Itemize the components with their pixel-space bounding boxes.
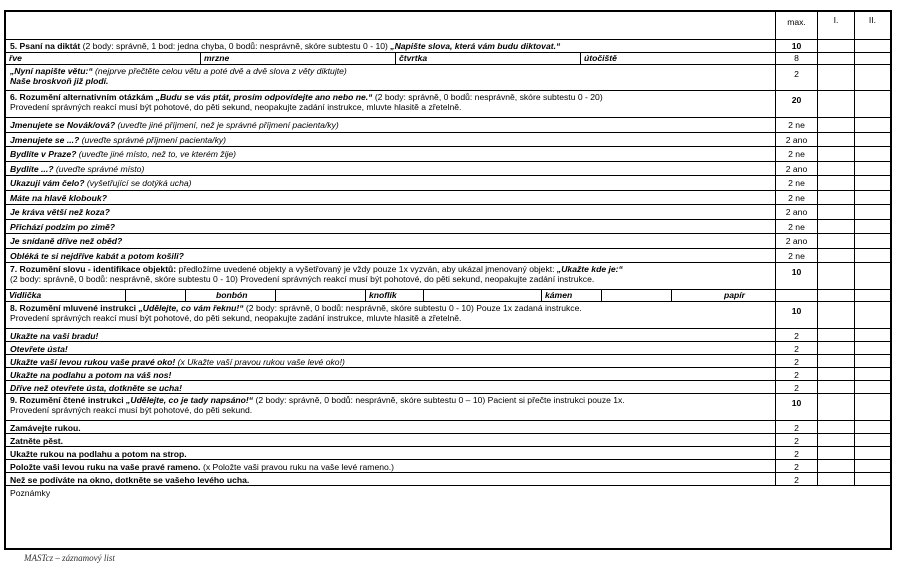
item-row (6, 447, 890, 460)
item-max: 2 ne (788, 149, 805, 159)
item-max: 2 ne (788, 178, 805, 188)
item-max: 2 (794, 449, 799, 459)
score-cell-2[interactable] (855, 473, 890, 485)
item-row (6, 162, 890, 177)
item-question: Je kráva větší než koza? (10, 207, 110, 217)
item-row (6, 434, 890, 447)
score-cell-2[interactable] (855, 368, 890, 380)
word-cell: bonbón (186, 290, 276, 301)
score-cell-2[interactable] (855, 118, 890, 132)
item-row (6, 147, 890, 162)
item-row (6, 355, 890, 368)
score-cell-1[interactable] (818, 421, 855, 433)
score-cell-2[interactable] (855, 234, 890, 248)
item-question: Bydlíte v Praze? (10, 149, 77, 159)
score-cell-1[interactable] (818, 434, 855, 446)
word-cell: Vidlička (6, 290, 126, 301)
item-max: 2 (794, 344, 799, 354)
word-cell: kámen (542, 290, 602, 301)
score-cell-1[interactable] (818, 220, 855, 234)
score-cell-2[interactable] (855, 220, 890, 234)
record-sheet (4, 10, 892, 550)
word-cell: řve (6, 53, 201, 64)
item-max: 2 (794, 383, 799, 393)
notes-label: Poznámky (10, 488, 51, 498)
item-note: (vyšetřující se dotýká ucha) (84, 178, 192, 188)
item-question: Obléká te si nejdříve kabát a potom košili? (10, 250, 184, 261)
item-row (6, 234, 890, 249)
item-max: 2 (794, 475, 799, 485)
item-question: Je snídaně dříve než oběd? (10, 236, 123, 246)
score-cell-1[interactable] (818, 147, 855, 161)
score-cell-2[interactable] (855, 460, 890, 472)
header-row (6, 12, 890, 40)
word-cell: útočiště (581, 53, 776, 64)
section-5-header: 5. Psaní na diktát (2 body: správně, 1 bod: jedna chyba, 0 bodů: nesprávně, skóre subtestu 0 - 10) „Napište slova, která vám budu diktovat.“ 10 (6, 40, 890, 53)
section-9-max: 10 (791, 398, 802, 408)
item-row (6, 368, 890, 381)
score-cell-1[interactable] (818, 381, 855, 393)
item-max: 2 ano (785, 207, 808, 217)
score-cell-1[interactable] (818, 460, 855, 472)
item-question: Zatněte pěst. (10, 436, 64, 446)
item-row (6, 473, 890, 486)
item-row (6, 249, 890, 264)
score-cell-1[interactable] (818, 205, 855, 219)
score-cell-1[interactable] (818, 176, 855, 190)
item-max: 2 (794, 423, 799, 433)
item-row (6, 460, 890, 473)
item-max: 2 ne (788, 192, 805, 203)
score-cell-1[interactable] (818, 473, 855, 485)
item-row (6, 118, 890, 133)
item-note: (x Položte vaši pravou ruku na vaše levé rameno.) (200, 462, 395, 472)
section-5-max: 10 (791, 41, 802, 51)
item-question: Jmenujete se Novák/ová? (10, 120, 116, 130)
score-cell-2[interactable] (855, 162, 890, 176)
item-question: Máte na hlavě klobouk? (10, 192, 107, 203)
item-row (6, 191, 890, 206)
section-5-words: řve mrzne čtvrtka útočiště 8 (6, 53, 890, 65)
score-cell-2[interactable] (855, 421, 890, 433)
item-question: Ukažte na vaši bradu! (10, 331, 99, 341)
item-question: Jmenujete se ...? (10, 134, 80, 145)
score-cell-1[interactable] (818, 133, 855, 147)
item-note: (uveďte správné místo) (53, 163, 145, 174)
score-cell-1[interactable] (818, 118, 855, 132)
item-max: 2 (794, 370, 799, 380)
item-row (6, 205, 890, 220)
score-cell-2[interactable] (855, 355, 890, 367)
item-note: (uveďte jiné příjmení, než je správné příjmení pacienta/ky) (115, 120, 339, 130)
score-cell-2[interactable] (855, 176, 890, 190)
score-cell-1[interactable] (818, 249, 855, 263)
item-max: 2 (794, 436, 799, 446)
score-cell-2[interactable] (855, 147, 890, 161)
score-cell-1[interactable] (818, 447, 855, 459)
item-question: Ukažte vaší levou rukou vaše pravé oko! (10, 357, 176, 367)
item-row (6, 342, 890, 355)
score-cell-2[interactable] (855, 191, 890, 205)
score-cell-2[interactable] (855, 249, 890, 263)
item-max: 2 ano (785, 163, 808, 174)
score-cell-2[interactable] (855, 205, 890, 219)
item-max: 2 (794, 462, 799, 472)
item-question: Bydlíte ...? (10, 163, 54, 174)
item-question: Než se podíváte na okno, dotkněte se vašeho levého ucha. (10, 475, 250, 485)
item-note: (uveďte jiné místo, než to, ve kterém žije) (76, 149, 237, 159)
item-question: Ukazuji vám čelo? (10, 178, 85, 188)
section-9-header: 9. Rozumění čtené instrukci „Udělejte, co je tady napsáno!“ (2 body: správně, 0 bodů: nesprávně, skóre subtestu 0 – 10) Pacient si přečte instrukci pouze 1x. Provedení správných reakcí musí být pohotové, do pěti sekund. 10 (6, 394, 890, 421)
item-max: 2 ano (785, 134, 808, 145)
word-cell: knoflík (366, 290, 424, 301)
notes-area[interactable] (6, 486, 890, 548)
item-row (6, 381, 890, 394)
section-8-header: 8. Rozumění mluvené instrukci „Udělejte, co vám řeknu!“ (2 body: správně, 0 bodů: nesprávně, skóre subtestu 0 - 10) Pouze 1x zadaná instrukce. Provedení správných reakcí musí být pohotové, do pěti sekund, neopakujte zadání instrukce, mluvte hlasitě a zřetelně. 10 (6, 302, 890, 329)
item-question: Přichází podzim po zimě? (10, 221, 116, 232)
header-col-2: II. (868, 15, 877, 25)
score-cell-2[interactable] (855, 381, 890, 393)
item-question: Zamávejte rukou. (10, 423, 81, 433)
item-question: Ukažte rukou na podlahu a potom na strop. (10, 449, 187, 459)
header-col-1: I. (833, 15, 839, 25)
item-row (6, 421, 890, 434)
item-max: 2 (794, 331, 799, 341)
score-cell-2[interactable] (855, 447, 890, 459)
word-cell: mrzne (201, 53, 396, 64)
item-max: 2 ne (788, 250, 805, 261)
section-8-max: 10 (791, 306, 802, 316)
section-5-sentence: „Nyní napište větu:“ (nejprve přečtěte celou větu a poté dvě a dvě slova z věty diktujte) Naše broskvoň již plodí. 2 (6, 65, 890, 91)
section-6-header: 6. Rozumění alternativním otázkám „Budu se vás ptát, prosím odpovídejte ano nebo ne.“ (2 body: správně, 0 bodů: nesprávně, skóre subtestu 0 - 20) Provedení správných reakcí musí být pohotové, do pěti sekund, neopakujte zadání instrukce, mluvte hlasitě a zřetelně. 20 (6, 91, 890, 118)
item-max: 2 ne (788, 120, 805, 130)
section-6-max: 20 (791, 95, 802, 105)
score-cell-2[interactable] (855, 434, 890, 446)
score-cell-2[interactable] (855, 133, 890, 147)
score-cell-2[interactable] (855, 342, 890, 354)
score-cell-1[interactable] (818, 162, 855, 176)
item-question: Dříve než otevřete ústa, dotkněte se ucha! (10, 383, 182, 393)
section-7-words (6, 290, 890, 302)
score-cell-2[interactable] (855, 329, 890, 341)
item-question: Ukažte na podlahu a potom na váš nos! (10, 370, 172, 380)
score-cell-1[interactable] (818, 329, 855, 341)
word-cell: čtvrtka (396, 53, 581, 64)
item-question: Otevřete ústa! (10, 344, 68, 354)
score-cell-1[interactable] (818, 234, 855, 248)
item-row (6, 133, 890, 148)
item-row (6, 220, 890, 235)
item-max: 2 ne (788, 221, 805, 232)
item-question: Položte vaši levou ruku na vaše pravé rameno. (10, 462, 201, 472)
item-max: 2 ano (785, 236, 808, 246)
footer-text: MASTcz – záznamový list (24, 553, 115, 563)
score-cell-1[interactable] (818, 342, 855, 354)
item-note: (uveďte správné příjmení pacienta/ky) (79, 134, 227, 145)
item-row (6, 329, 890, 342)
score-cell-1[interactable] (818, 191, 855, 205)
score-cell-1[interactable] (818, 368, 855, 380)
item-max: 2 (794, 357, 799, 367)
score-cell-1[interactable] (818, 355, 855, 367)
word-cell: papír (672, 290, 776, 301)
item-note: (x Ukažte vaší pravou rukou vaše levé oko!) (175, 357, 345, 367)
section-7-header: 7. Rozumění slovu - identifikace objektů: předložíme uvedené objekty a vyšetřovaný je vždy pouze 1x vyzván, aby ukázal jmenovaný objekt: „Ukažte kde je:“ (2 body: správně, 0 bodů: nesprávně, skóre subtestu 0 - 10) Provedení správných reakcí musí být pohotové, do pěti sekund, neopakujte zadání instrukce. 10 (6, 263, 890, 290)
item-row (6, 176, 890, 191)
header-max: max. (787, 17, 806, 27)
section-7-max: 10 (791, 267, 802, 277)
